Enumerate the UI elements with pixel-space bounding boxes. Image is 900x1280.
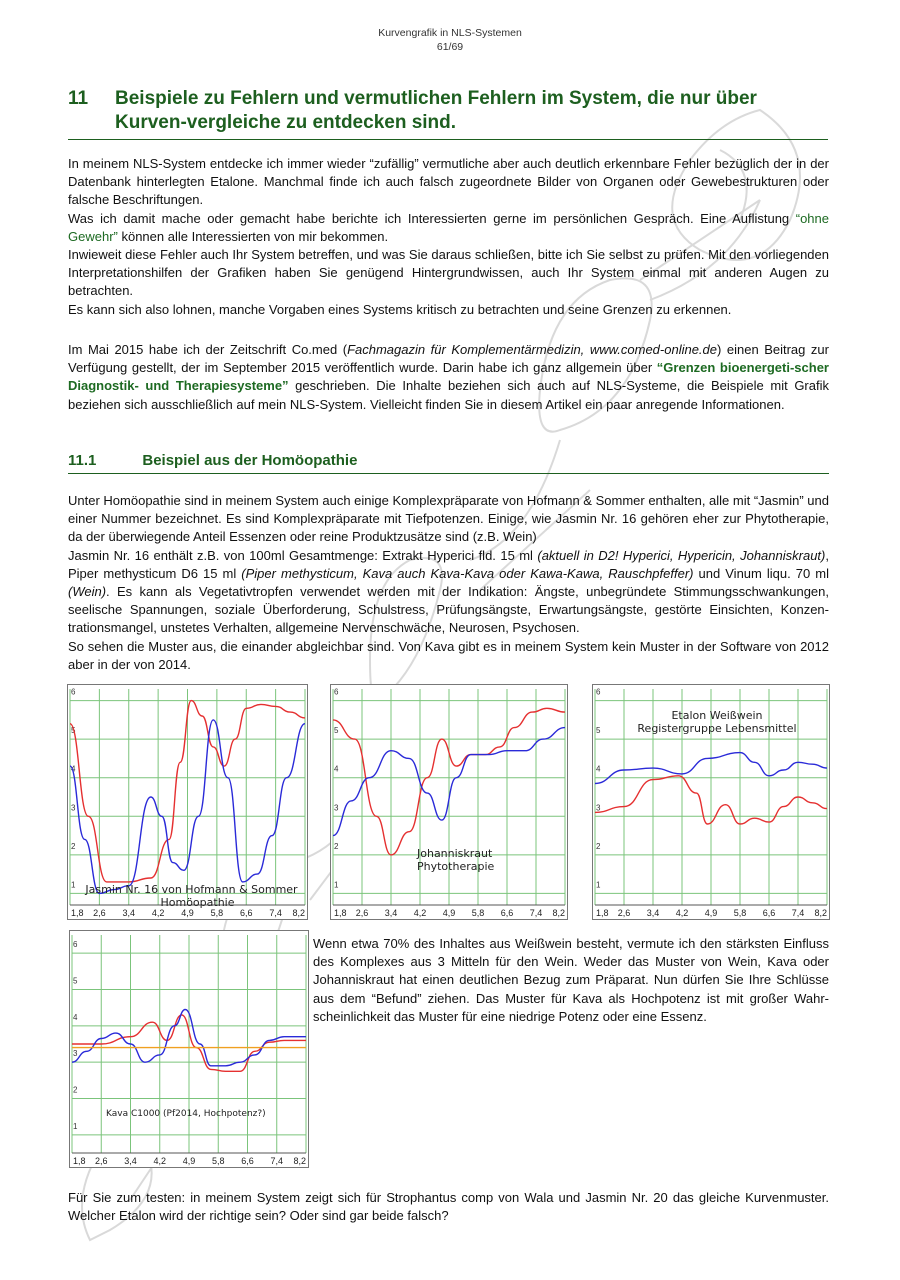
y-tick-label: 2 xyxy=(596,841,601,851)
x-tick-label: 7,4 xyxy=(270,1156,284,1166)
closing-paragraph: Für Sie zum testen: in meinem System zeigt sich für Strophantus comp von Wala und Jasmin Nr. 20 das gleiche Kurvenmuster. Welcher Etalon wird der richtige sein? Oder sind gar beide falsch? xyxy=(68,1190,829,1224)
intro-p2-green: “ohne Gewehr” xyxy=(68,210,829,244)
x-tick-label: 8,2 xyxy=(292,908,305,918)
chart-title: Etalon Weißwein xyxy=(671,709,763,722)
x-tick-label: 3,4 xyxy=(122,908,136,918)
x-tick-label: 3,4 xyxy=(646,908,660,918)
y-tick-label: 3 xyxy=(596,803,601,813)
section-heading xyxy=(68,87,828,140)
subsection-title: Beispiel aus der Homöopathie xyxy=(142,452,358,469)
page-header xyxy=(0,26,900,54)
x-tick-label: 5,8 xyxy=(211,1156,225,1166)
x-tick-label: 2,6 xyxy=(94,1156,108,1166)
x-tick-label: 2,6 xyxy=(617,908,631,918)
x-tick-label: 7,4 xyxy=(269,908,282,918)
x-tick-label: 3,4 xyxy=(124,1156,137,1166)
chart-subtitle: Homöopathie xyxy=(160,896,235,909)
x-tick-label: 7,4 xyxy=(791,908,805,918)
chart-title: Johanniskraut xyxy=(417,847,493,860)
chart-kava xyxy=(69,930,309,1168)
y-tick-label: 2 xyxy=(73,1085,78,1095)
chart-title: Jasmin Nr. 16 von Hofmann & Sommer xyxy=(85,883,298,896)
x-tick-label: 5,8 xyxy=(471,908,485,918)
x-tick-label: 2,6 xyxy=(355,908,369,918)
x-tick-label: 4,9 xyxy=(181,908,194,918)
comed-e: geschrieben. Die Inhalte beziehen sich auch auf NLS-Systeme, die Beispiele mit Grafik beziehen sich ausschließlich auf mein NLS-System. Vielleicht finden Sie in diesem Artikel ein paar anregende Informationen. xyxy=(68,378,829,412)
x-tick-label: 2,6 xyxy=(93,908,106,918)
y-tick-label: 6 xyxy=(71,687,76,697)
y-tick-label: 4 xyxy=(334,764,339,774)
comed-article-title: “Grenzen bioenergeti-scher Diagnostik- und Therapiesysteme” xyxy=(68,360,829,394)
subsection-number: 11.1 xyxy=(68,452,97,469)
homoeo-p2-f: (Wein) xyxy=(68,584,107,600)
chart-johanniskraut xyxy=(330,684,568,920)
intro-text xyxy=(68,155,829,319)
chart-jasmin-svg xyxy=(68,685,307,919)
section-title: Beispiele zu Fehlern und vermutlichen Fehlern im System, die nur über Kurven-vergleiche zu entdecken sind. xyxy=(115,88,757,133)
y-tick-label: 5 xyxy=(71,726,76,736)
y-tick-label: 5 xyxy=(334,726,339,736)
x-tick-label: 4,9 xyxy=(442,908,456,918)
x-tick-label: 1,8 xyxy=(596,908,609,918)
comed-paragraph xyxy=(68,341,829,414)
comed-magazine: Fachmagazin für Komplementärmedizin, www.comed-online.de xyxy=(347,342,717,357)
x-tick-label: 4,9 xyxy=(182,1156,196,1166)
subsection-heading xyxy=(68,451,829,474)
y-tick-label: 6 xyxy=(334,687,339,697)
section-number: 11 xyxy=(68,88,89,109)
page-number: 61/69 xyxy=(436,41,464,53)
x-tick-label: 1,8 xyxy=(73,1156,86,1166)
chart-subtitle: Phytotherapie xyxy=(417,860,495,873)
chart-subtitle: Registergruppe Lebensmittel xyxy=(637,722,797,735)
homoeo-paragraph-1: Unter Homöopathie sind in meinem System auch einige Komplexpräparate von Hofmann & Sommer enthalten, alle mit “Jasmin” und einer Nummer bezeichnet. Es sind Komplexpräparate mit Tiefpotenzen. Einige, wie Jasmin Nr. 16 gehören eher zur Phytotherapie, da der überwiegende Anteil Essenzen oder reine Produktzusätze sind (z.B. Wein) xyxy=(68,493,829,545)
y-tick-label: 3 xyxy=(71,803,76,813)
intro-paragraph-2 xyxy=(68,210,829,246)
chart-weisswein-svg xyxy=(593,685,829,919)
homoeo-p2-b: (aktuell in D2! Hyperici, Hypericin, Johanniskraut) xyxy=(537,547,826,563)
x-tick-label: 4,2 xyxy=(151,908,165,918)
homoeo-p2-d: (Piper methysticum, Kava auch Kava-Kava oder Kawa-Kawa, Rauschpfeffer) xyxy=(241,565,694,581)
y-tick-label: 4 xyxy=(73,1012,78,1022)
x-tick-label: 5,8 xyxy=(733,908,747,918)
side-paragraph: Wenn etwa 70% des Inhaltes aus Weißwein besteht, vermute ich den stärksten Einfluss des Komplexes aus 3 Mitteln für den Wein. Weder das Muster von Wein, Kava oder Johanniskraut hat einen deutlichen Bezug zum Präparat. Nun dürfen Sie Ihre Schlüsse aus dem “Befund” ziehen. Das Muster für Kava als Hochpotenz ist mit großer Wahr-scheinlichkeit das Muster für eine niedrige Potenz oder eine Essenz. xyxy=(313,936,829,1024)
x-tick-label: 8,2 xyxy=(814,908,827,918)
x-tick-label: 6,6 xyxy=(239,908,253,918)
y-tick-label: 5 xyxy=(73,976,78,986)
x-tick-label: 5,8 xyxy=(210,908,224,918)
chart-johanniskraut-svg xyxy=(331,685,567,919)
y-tick-label: 2 xyxy=(334,841,339,851)
x-tick-label: 8,2 xyxy=(552,908,565,918)
comed-a: Im Mai 2015 habe ich der Zeitschrift Co.med ( xyxy=(68,342,348,357)
x-tick-label: 1,8 xyxy=(71,908,84,918)
homoeo-p2-a: Jasmin Nr. 16 enthält z.B. von 100ml Gesamtmenge: Extrakt Hyperici fld. 15 ml xyxy=(68,547,538,563)
x-tick-label: 4,2 xyxy=(413,908,427,918)
chart-jasmin xyxy=(67,684,308,920)
homoeo-p2-c: , Piper methysticum D6 15 ml xyxy=(68,547,829,581)
y-tick-label: 1 xyxy=(71,880,76,890)
intro-p2-c: können alle Interessierten von mir bekommen. xyxy=(117,228,389,244)
homoeo-paragraph-2 xyxy=(68,547,829,638)
y-tick-label: 1 xyxy=(596,880,601,890)
homoeo-p2-e: und Vinum liqu. 70 ml xyxy=(693,565,829,581)
x-tick-label: 4,2 xyxy=(675,908,689,918)
side-text xyxy=(313,935,829,1026)
intro-paragraph-3: Inwieweit diese Fehler auch Ihr System betreffen, und was Sie daraus schließen, bitte ich Sie selbst zu prüfen. Mit den vorliegenden Interpretationshilfen der Grafiken haben Sie genügend Hintergrundwissen, auch Ihr System einmal mit anderen Augen zu betrachten. xyxy=(68,247,829,299)
homoeo-paragraph-3: So sehen die Muster aus, die einander abgleichbar sind. Von Kava gibt es in meinem System kein Muster in der Software von 2012 aber in der von 2014. xyxy=(68,638,829,672)
x-tick-label: 4,9 xyxy=(704,908,718,918)
header-title: Kurvengrafik in NLS-Systemen xyxy=(378,27,522,39)
y-tick-label: 4 xyxy=(71,764,76,774)
x-tick-label: 8,2 xyxy=(293,1156,306,1166)
closing-text xyxy=(68,1189,829,1225)
x-tick-label: 3,4 xyxy=(384,908,398,918)
intro-p2-a: Was ich damit mache oder gemacht habe berichte ich Interessierten gerne im persönlichen Gespräch. Eine Auflistung xyxy=(68,210,796,226)
y-tick-label: 4 xyxy=(596,764,601,774)
y-tick-label: 3 xyxy=(73,1049,78,1059)
x-tick-label: 6,6 xyxy=(762,908,776,918)
comed-c: ) einen Beitrag zur Verfügung gestellt, der im September 2015 veröffentlich wurde. Darin habe ich ganz allgemein über xyxy=(68,342,829,376)
y-tick-label: 1 xyxy=(334,880,339,890)
y-tick-label: 6 xyxy=(596,687,601,697)
homoeo-p2-g: . Es kann als Vegetativtropfen verwendet werden mit der Indikation: Ängste, unbegründete Stimmungsschwankungen, seelische Spannungen, soziale Überforderung, Schulstress, Prüfungsängste, Erwartungsängste, gestörte Einsichten, Konzen-trationsmangel, unstetes Verhalten, allgemeine Nervenschwäche, Neurosen, Psychosen. xyxy=(68,584,829,636)
y-tick-label: 1 xyxy=(73,1121,78,1131)
x-tick-label: 7,4 xyxy=(529,908,543,918)
y-tick-label: 2 xyxy=(71,841,76,851)
x-tick-label: 6,6 xyxy=(241,1156,254,1166)
intro-paragraph-1: In meinem NLS-System entdecke ich immer wieder “zufällig” vermutliche aber auch deutlich erkennbare Fehler bezüglich der in der Datenbank hinterlegten Etalone. Manchmal finde ich auch falsch zugeordnete Bilder von Organen oder Gewebestrukturen oder falsche Beschriftungen. xyxy=(68,156,829,208)
y-tick-label: 5 xyxy=(596,726,601,736)
chart-title: Kava C1000 (Pf2014, Hochpotenz?) xyxy=(106,1109,266,1119)
homoeo-text xyxy=(68,492,829,674)
x-tick-label: 4,2 xyxy=(153,1156,167,1166)
chart-weisswein xyxy=(592,684,830,920)
y-tick-label: 3 xyxy=(334,803,339,813)
chart-kava-svg xyxy=(70,931,308,1167)
intro-paragraph-4: Es kann sich also lohnen, manche Vorgaben eines Systems kritisch zu betrachten und seine Grenzen zu erkennen. xyxy=(68,301,732,317)
x-tick-label: 1,8 xyxy=(334,908,347,918)
y-tick-label: 6 xyxy=(73,940,78,950)
x-tick-label: 6,6 xyxy=(500,908,514,918)
